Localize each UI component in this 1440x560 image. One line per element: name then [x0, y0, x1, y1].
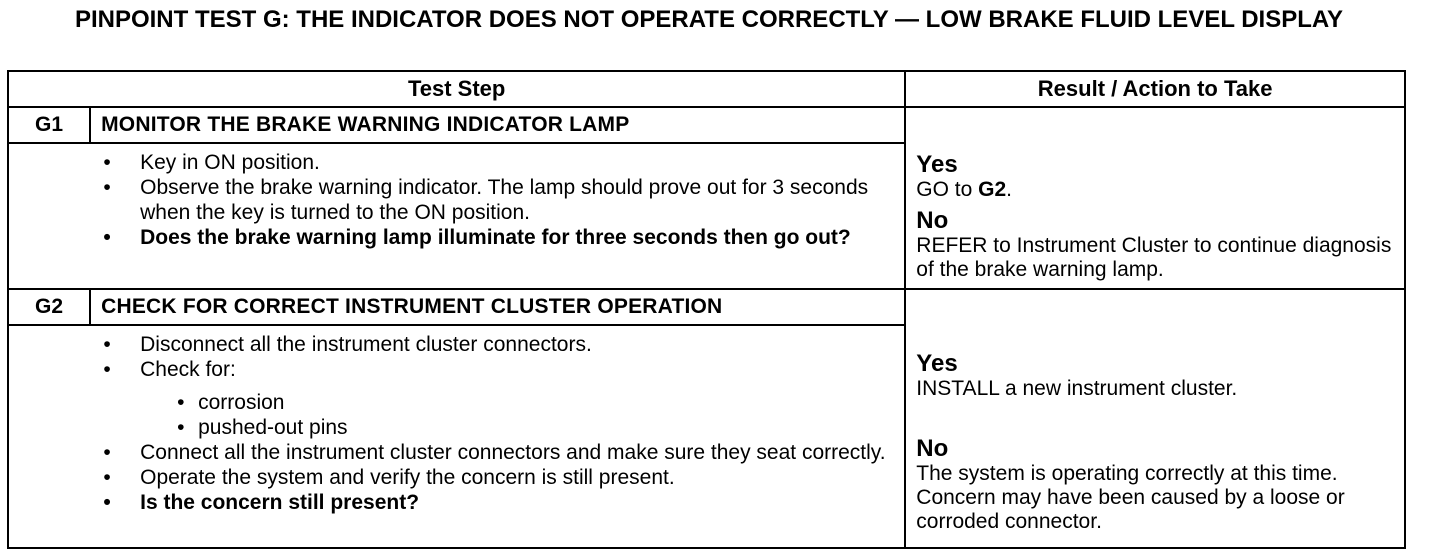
list-item: • Operate the system and verify the concern is still present.	[103, 466, 675, 489]
yes-label: Yes	[916, 350, 958, 377]
step-id: G2	[8, 289, 90, 325]
list-item: • Check for: • corrosion • pushed-out pins	[100, 357, 894, 440]
step-title: CHECK FOR CORRECT INSTRUMENT CLUSTER OPERATION	[90, 289, 905, 325]
yes-action-target: G2	[978, 178, 1007, 201]
step-g1-title-row	[8, 107, 1405, 143]
sub-list-item: • corrosion	[177, 391, 285, 414]
page-title: PINPOINT TEST G: THE INDICATOR DOES NOT OPERATE CORRECTLY — LOW BRAKE FLUID LEVEL DISPLAY	[74, 6, 1344, 33]
yes-action	[916, 178, 1394, 202]
yes-action-suffix: .	[1006, 178, 1012, 201]
step-g1-body	[90, 143, 905, 289]
yes-action-text: GO to	[916, 178, 979, 201]
step-g2-title-row	[8, 289, 1405, 325]
list-item: • Connect all the instrument cluster connectors and make sure they seat correctly.	[103, 441, 886, 464]
table-header-row	[8, 71, 1405, 107]
step-g2-result	[905, 289, 1405, 548]
list-item: • Observe the brake warning indicator. The lamp should prove out for 3 seconds when the key is turned to the ON position.	[103, 176, 869, 224]
sub-list-item: • pushed-out pins	[177, 416, 348, 439]
no-action: The system is operating correctly at this time. Concern may have been caused by a loose or corroded connector.	[916, 462, 1345, 533]
header-result: Result / Action to Take	[905, 71, 1405, 107]
list-item: • Disconnect all the instrument cluster connectors.	[103, 333, 592, 356]
no-action: REFER to Instrument Cluster to continue diagnosis of the brake warning lamp.	[916, 234, 1392, 281]
step-id: G1	[8, 107, 90, 143]
pinpoint-test-table	[7, 70, 1406, 549]
list-item: • Key in ON position.	[103, 151, 320, 174]
no-label: No	[916, 435, 949, 462]
yes-action: INSTALL a new instrument cluster.	[916, 377, 1238, 400]
list-item: • Is the concern still present?	[103, 491, 420, 514]
list-item: • Does the brake warning lamp illuminate for three seconds then go out?	[103, 226, 851, 249]
header-test-step: Test Step	[8, 71, 905, 107]
no-label: No	[916, 207, 949, 234]
step-title: MONITOR THE BRAKE WARNING INDICATOR LAMP	[90, 107, 905, 143]
step-g2-body	[90, 325, 905, 548]
step-g1-result	[905, 107, 1405, 289]
yes-label: Yes	[916, 151, 958, 178]
